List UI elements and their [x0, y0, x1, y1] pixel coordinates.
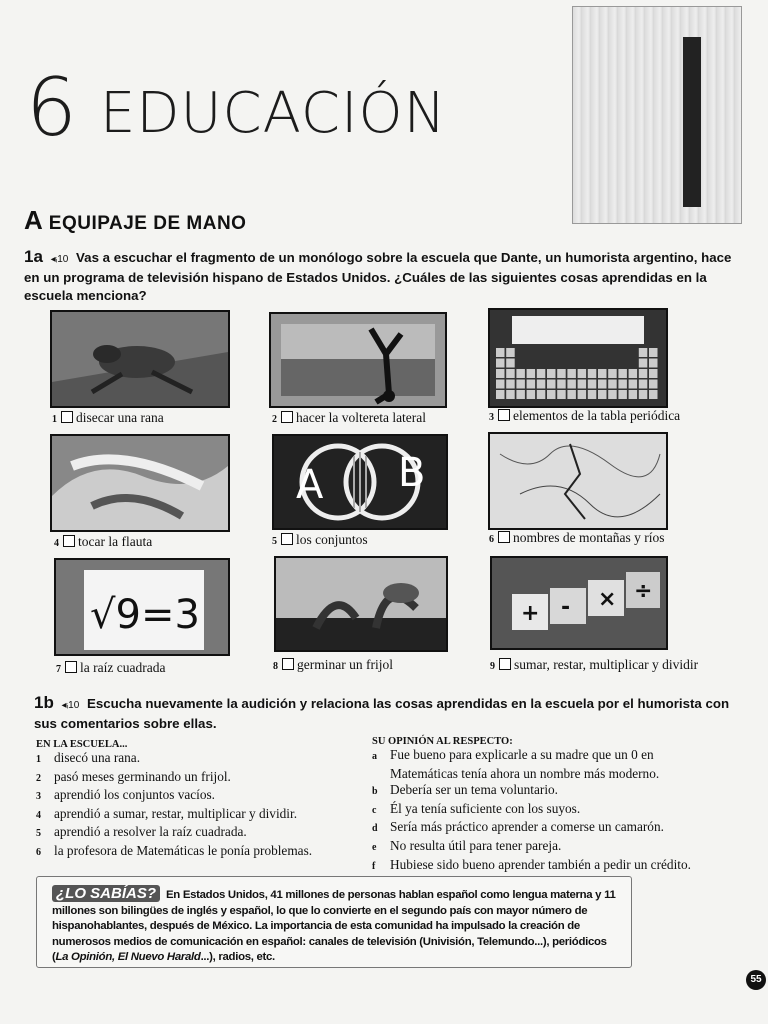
exercise-label: 1a — [24, 247, 43, 266]
row-text: Sería más práctico aprender a comerse un camarón. — [390, 819, 664, 835]
venn-sets-image — [272, 434, 448, 530]
exercise-label: 1b — [34, 693, 54, 712]
school-list-row — [36, 824, 312, 843]
row-key: d — [372, 823, 378, 835]
exercise-1b-instructions — [34, 694, 734, 733]
page-number: 55 — [746, 970, 766, 990]
exercise-1a-instructions — [24, 248, 744, 305]
checkbox[interactable] — [63, 535, 75, 547]
row-text: la profesora de Matemáticas le ponía problemas. — [54, 842, 313, 858]
item-6[interactable]: 6 nombres de montañas y ríos — [489, 530, 665, 545]
row-text: aprendió a resolver la raíz cuadrada. — [54, 824, 247, 840]
opinion-list — [372, 736, 691, 875]
item-7[interactable]: 7 la raíz cuadrada — [56, 660, 166, 675]
opinion-list-heading: SU OPINIÓN AL RESPECTO: — [372, 736, 513, 747]
row-text: aprendió a sumar, restar, multiplicar y dividir. — [54, 805, 298, 821]
item-4[interactable]: 4 tocar la flauta — [54, 534, 153, 549]
opinion-list-row — [372, 747, 691, 766]
checkbox[interactable] — [282, 658, 294, 670]
opinion-list-row — [372, 766, 691, 783]
svg-text:×: × — [598, 587, 617, 612]
venn-label-a: A — [296, 462, 324, 508]
checkbox[interactable] — [281, 411, 293, 423]
row-text: Él ya tenía suficiente con los suyos. — [390, 800, 581, 816]
row-text: aprendió los conjuntos vacíos. — [54, 787, 216, 803]
school-list-row — [36, 843, 312, 862]
did-you-know-badge: ¿LO SABÍAS? — [52, 885, 160, 902]
frog-image — [50, 310, 230, 408]
item-9[interactable]: 9 sumar, restar, multiplicar y dividir — [490, 657, 699, 672]
sqrt-text: √9=3 — [90, 592, 200, 638]
audio-icon[interactable]: ◂ᵢ10 — [61, 700, 80, 711]
cartwheel-image — [269, 312, 447, 408]
row-key: a — [372, 751, 377, 762]
chapter-title: EDUCACIÓN — [100, 81, 447, 146]
section-heading — [24, 205, 246, 236]
opinion-list-row — [372, 819, 691, 838]
row-key: b — [372, 786, 378, 798]
header-photo — [572, 6, 742, 224]
section-title: EQUIPAJE DE MANO — [48, 213, 247, 234]
row-text: Matemáticas tenía ahora un nombre más moderno. — [390, 765, 660, 781]
checkbox[interactable] — [61, 411, 73, 423]
row-text: Debería ser un tema voluntario. — [390, 782, 558, 798]
opinion-list-row — [372, 857, 691, 876]
exercise-text: Escucha nuevamente la audición y relaciona las cosas aprendidas en la escuela por el humorista con sus comentarios sobre ellas. — [34, 696, 730, 731]
school-list-heading: EN LA ESCUELA... — [36, 739, 128, 750]
row-key: 5 — [36, 828, 41, 840]
opinion-list-row — [372, 782, 691, 801]
row-text: No resulta útil para tener pareja. — [390, 837, 562, 853]
row-key: 1 — [36, 754, 41, 765]
row-text: Hubiese sido bueno aprender también a pedir un crédito. — [390, 856, 691, 872]
row-key: f — [372, 860, 376, 872]
school-list — [36, 739, 312, 862]
svg-text:÷: ÷ — [634, 579, 653, 604]
did-you-know-text: ¿LO SABÍAS? En Estados Unidos, 41 millones de personas hablan español como lengua materna y 11 millones son bilingües de inglés y español, lo que lo convierte en el segundo país con mayor número de hispanohablantes, después de México. La importancia de esta comunidad ha impulsado la creación de numerosos medios de comunicación en español: canales de televisión (Univisión, Telemundo...), periódicos (La Opinión, El Nuevo Harald...), radios, etc. — [52, 885, 616, 964]
item-5[interactable]: 5 los conjuntos — [272, 532, 368, 547]
math-blocks-image — [490, 556, 668, 650]
row-key: c — [372, 804, 377, 816]
item-2[interactable]: 2 hacer la voltereta lateral — [272, 410, 427, 425]
opinion-list-row — [372, 801, 691, 820]
square-root-image — [54, 558, 230, 656]
map-image — [488, 432, 668, 530]
row-key: 4 — [36, 809, 41, 821]
checkbox[interactable] — [281, 533, 293, 545]
school-list-row — [36, 806, 312, 825]
sprouting-bean-image — [274, 556, 448, 652]
chapter-number: 6 — [26, 61, 77, 154]
svg-text:+: + — [521, 601, 540, 626]
exercise-text: Vas a escuchar el fragmento de un monólogo sobre la escuela que Dante, un humorista argentino, hace en un programa de televisión hispano de Estados Unidos. ¿Cuáles de las siguientes cosas aprendidas en la escuela menciona? — [24, 250, 732, 303]
row-key: 3 — [36, 791, 41, 803]
venn-label-b: B — [398, 450, 426, 496]
svg-text:-: - — [561, 595, 571, 620]
checkbox[interactable] — [498, 531, 510, 543]
school-list-row — [36, 769, 312, 788]
flute-image — [50, 434, 230, 532]
row-key: e — [372, 841, 377, 853]
item-3[interactable]: 3 elementos de la tabla periódica — [489, 408, 681, 423]
item-8[interactable]: 8 germinar un frijol — [273, 657, 393, 672]
row-text: disecó una rana. — [54, 750, 141, 765]
item-1[interactable]: 1 disecar una rana — [52, 410, 164, 425]
school-list-row — [36, 787, 312, 806]
school-list-row — [36, 750, 312, 769]
row-key: 2 — [36, 772, 41, 784]
audio-icon[interactable]: ◂ᵢ10 — [50, 254, 69, 265]
checkbox[interactable] — [498, 409, 510, 421]
row-text: Fue bueno para explicarle a su madre que un 0 en — [390, 747, 654, 762]
checkbox[interactable] — [65, 661, 77, 673]
checkbox[interactable] — [499, 658, 511, 670]
periodic-table-image — [488, 308, 668, 408]
opinion-list-row — [372, 838, 691, 857]
row-key: 6 — [36, 846, 41, 858]
section-letter: A — [24, 205, 43, 235]
row-text: pasó meses germinando un frijol. — [54, 768, 231, 784]
